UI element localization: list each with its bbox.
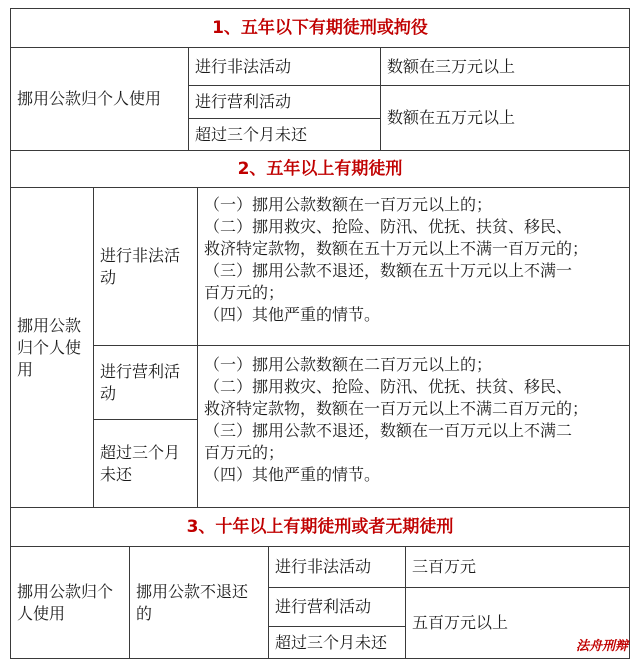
activity-text: 进行营利活动 [195,92,292,111]
section3-title: 3、十年以上有期徒刑或者无期徒刑 [10,507,630,547]
criteria-line: （二）挪用救灾、抢险、防汛、优抚、扶贫、移民、 [204,377,573,396]
activity-text: 进行非法活动 [100,245,181,287]
criteria-line: （三）挪用公款不退还，数额在五十万元以上不满一 [204,261,573,280]
section2-subject-text: 挪用公款归个人使用 [17,315,82,379]
section2-activity-overdue [93,419,198,508]
activity-text: 超过三个月未还 [100,442,181,484]
criteria-line: （一）挪用公款数额在一百万元以上的； [204,195,493,214]
criteria-line: 救济特定款物，数额在五十万元以上不满一百万元的； [204,239,589,258]
section3-activity-profit [268,587,406,627]
section1-amount-profit [380,85,630,151]
criteria-line: 救济特定款物，数额在一百万元以上不满二百万元的； [204,399,589,418]
criteria-line: （三）挪用公款不退还，数额在一百万元以上不满二 [204,421,573,440]
section1-activity-profit [188,85,381,119]
section3-condition [129,546,269,659]
criteria-line: 百万元的； [204,283,285,302]
amount-text: 数额在五万元以上 [387,108,516,127]
section3-amount-illegal [405,546,630,588]
criteria-line: 百万元的； [204,443,285,462]
section2-activity-profit [93,345,198,420]
watermark-logo: 法舟刑辩 [575,639,628,654]
section2-subject [10,187,94,508]
activity-text: 进行营利活动 [100,361,181,403]
activity-text: 超过三个月未还 [275,632,388,652]
section1-subject-text: 挪用公款归个人使用 [17,89,162,108]
section3-activity-illegal [268,546,406,588]
section1-subject [10,47,189,151]
amount-text: 三百万元 [412,557,477,576]
section1-activity-illegal [188,47,381,86]
activity-text: 进行非法活动 [195,56,292,76]
section1-title: 1、五年以下有期徒刑或拘役 [10,8,630,48]
section3-condition-text: 挪用公款不退还的 [136,581,249,623]
section2-activity-illegal [93,187,198,346]
section2-title: 2、五年以上有期徒刑 [10,150,630,188]
activity-text: 进行营利活动 [275,597,372,616]
section3-activity-overdue [268,626,406,659]
criteria-line: （一）挪用公款数额在二百万元以上的； [204,355,493,374]
amount-text: 五百万元以上 [412,613,509,632]
criteria-line: （四）其他严重的情节。 [204,465,381,484]
activity-text: 超过三个月未还 [195,124,308,144]
section1-amount-illegal [380,47,630,86]
section1-activity-overdue [188,118,381,151]
criteria-line: （四）其他严重的情节。 [204,305,381,324]
section3-subject-text: 挪用公款归个人使用 [17,581,114,623]
criteria-line: （二）挪用救灾、抢险、防汛、优抚、扶贫、移民、 [204,217,573,236]
amount-text: 数额在三万元以上 [387,56,516,76]
section2-profit-criteria [197,345,630,508]
activity-text: 进行非法活动 [275,557,372,576]
section2-illegal-criteria [197,187,630,346]
section3-subject [10,546,130,659]
